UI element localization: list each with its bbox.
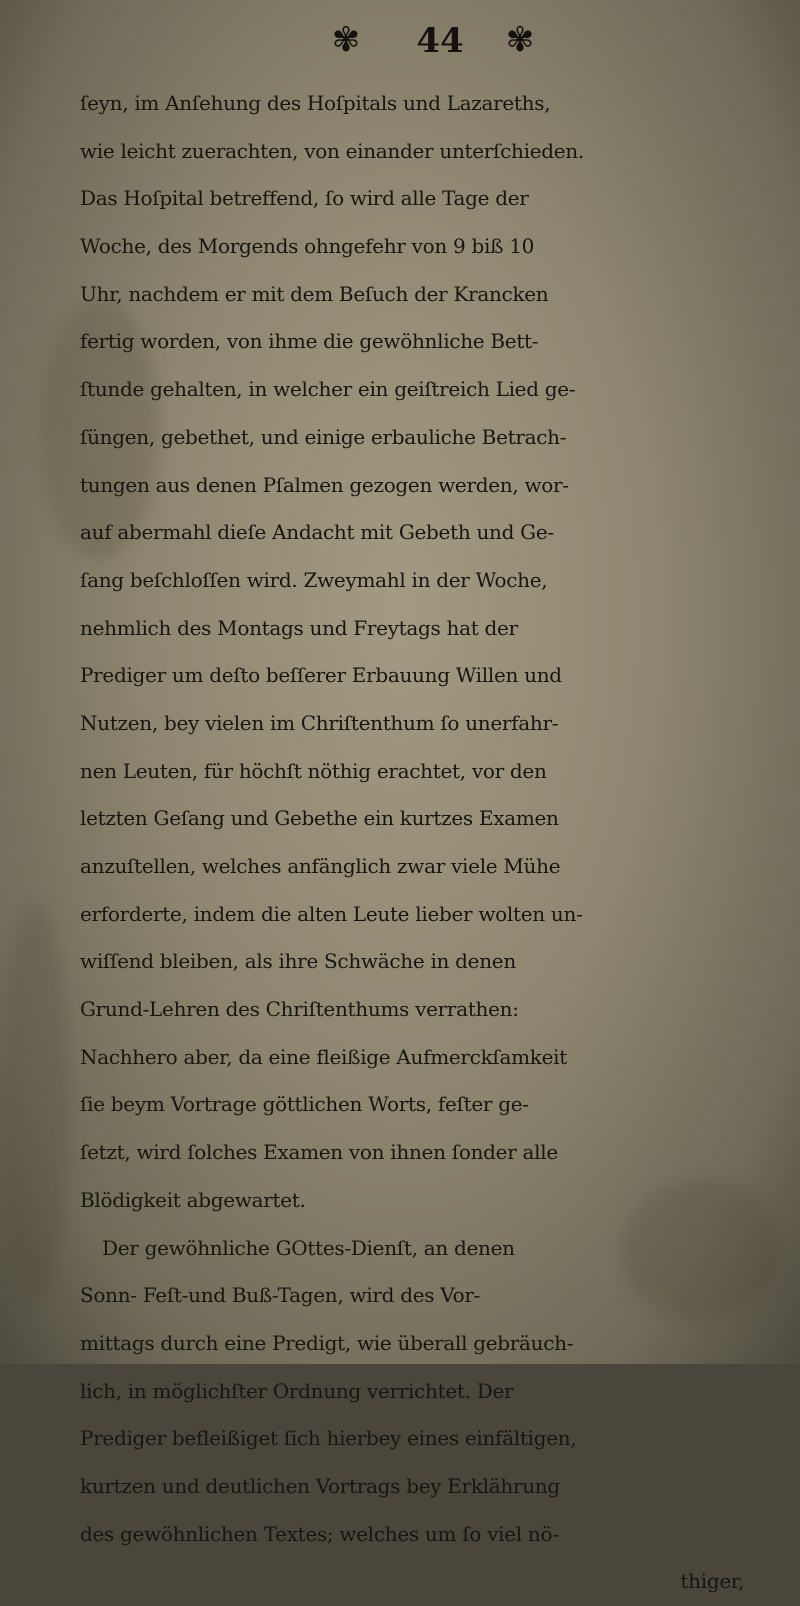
text-line: nen Leuten, für höchſt nöthig erachtet, vor den: [80, 758, 547, 783]
text-line: Prediger befleißiget ſich hierbey eines einfältigen,: [80, 1426, 577, 1451]
ornament-left-icon: ✾: [331, 20, 361, 60]
text-line: ſeyn, im Anſehung des Hoſpitals und Lazareths,: [80, 91, 551, 115]
text-line: fertig worden, von ihme die gewöhnliche Bett-: [80, 329, 539, 354]
text-line: Nachhero aber, da eine fleißige Aufmerckſamkeit: [80, 1044, 567, 1069]
text-line: Blödigkeit abgewartet.: [80, 1187, 306, 1212]
text-line: nehmlich des Montags und Freytags hat der: [80, 615, 518, 640]
text-line: ſetzt, wird ſolches Examen von ihnen ſonder alle: [80, 1140, 558, 1165]
text-line: wie leicht zuerachten, von einander unterſchieden.: [80, 138, 584, 163]
text-line: anzuſtellen, welches anfänglich zwar viele Mühe: [80, 854, 561, 878]
text-line: Sonn- Feſt-und Buß-Tagen, wird des Vor-: [80, 1283, 481, 1308]
text-line: lich, in möglichſter Ordnung verrichtet. Der: [80, 1378, 514, 1403]
text-line: Nutzen, bey vielen im Chriſtenthum ſo unerfahr-: [80, 710, 559, 735]
text-line: Prediger um deſto beſſerer Erbauung Willen und: [80, 663, 562, 688]
text-line: Das Hoſpital betreffend, ſo wird alle Tage der: [80, 186, 529, 211]
paragraph-start-line: Der gewöhnliche GOttes-Dienſt, an denen: [102, 1235, 515, 1260]
text-line: auf abermahl dieſe Andacht mit Gebeth und Ge-: [80, 520, 554, 545]
text-line: Woche, des Morgends ohngefehr von 9 biß 10: [80, 234, 535, 259]
page-number: 44: [416, 21, 464, 61]
text-line: Uhr, nachdem er mit dem Beſuch der Krancken: [80, 281, 549, 306]
text-line: Grund-Lehren des Chriſtenthums verrathen:: [80, 997, 519, 1022]
text-line: des gewöhnlichen Textes; welches um ſo viel nö-: [80, 1521, 559, 1546]
page-header: [0, 6, 800, 82]
text-line: letzten Geſang und Gebethe ein kurtzes Examen: [80, 806, 559, 831]
text-line: kurtzen und deutlichen Vortrags bey Erklährung: [80, 1473, 560, 1498]
ornament-right-icon: ✾: [505, 20, 535, 60]
text-line: ſüngen, gebethet, und einige erbauliche Betrach-: [80, 424, 567, 449]
catchword: thiger,: [680, 1569, 744, 1594]
body-text: [80, 80, 792, 1594]
text-line: ſtunde gehalten, in welcher ein geiſtreich Lied ge-: [80, 377, 576, 402]
text-line: ſie beym Vortrage göttlichen Worts, feſter ge-: [80, 1092, 529, 1117]
text-line: ſang beſchloſſen wird. Zweymahl in der Woche,: [80, 567, 548, 592]
paper-stain: [0, 900, 70, 1300]
text-line: erforderte, indem die alten Leute lieber wolten un-: [80, 901, 583, 926]
text-line: tungen aus denen Pſalmen gezogen werden, wor-: [80, 472, 569, 497]
text-line: mittags durch eine Predigt, wie überall gebräuch-: [80, 1330, 574, 1355]
text-line: wiſſend bleiben, als ihre Schwäche in denen: [80, 949, 516, 974]
